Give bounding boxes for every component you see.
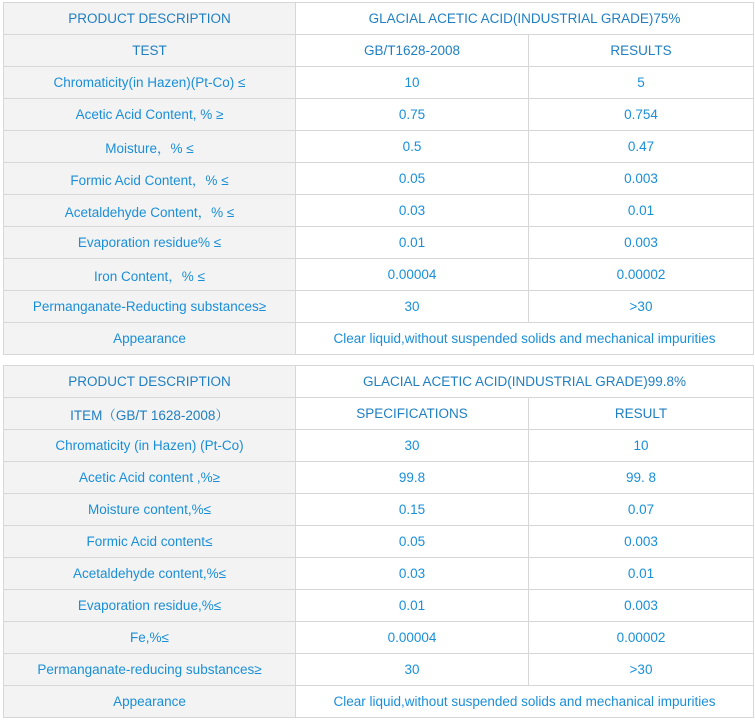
column-standard: GB/T1628-2008 — [296, 35, 529, 67]
row-label: Moisture，% ≤ — [4, 131, 296, 163]
column-specifications: SPECIFICATIONS — [296, 398, 529, 430]
table-row — [4, 654, 754, 686]
table-row — [4, 494, 754, 526]
table-row — [4, 195, 754, 227]
row-spec: 0.75 — [296, 99, 529, 131]
product-description-value: GLACIAL ACETIC ACID(INDUSTRIAL GRADE)75% — [296, 3, 754, 35]
row-spec: 10 — [296, 67, 529, 99]
table-row — [4, 227, 754, 259]
row-label: Chromaticity(in Hazen)(Pt-Co) ≤ — [4, 67, 296, 99]
table-row — [4, 131, 754, 163]
row-spec: 0.03 — [296, 195, 529, 227]
row-spec: 0.00004 — [296, 259, 529, 291]
row-result: >30 — [529, 654, 754, 686]
row-spec: 0.15 — [296, 494, 529, 526]
product-description-value: GLACIAL ACETIC ACID(INDUSTRIAL GRADE)99.8% — [296, 366, 754, 398]
product-description-label: PRODUCT DESCRIPTION — [4, 366, 296, 398]
appearance-row — [4, 686, 754, 718]
row-spec: 30 — [296, 291, 529, 323]
spec-table-75 — [3, 2, 754, 355]
appearance-label: Appearance — [4, 686, 296, 718]
row-spec: 0.03 — [296, 558, 529, 590]
table-row — [4, 259, 754, 291]
row-label: Permanganate-reducing substances≥ — [4, 654, 296, 686]
table-header-row — [4, 366, 754, 398]
row-spec: 30 — [296, 430, 529, 462]
row-label: Formic Acid content≤ — [4, 526, 296, 558]
row-result: 0.003 — [529, 227, 754, 259]
table-row — [4, 622, 754, 654]
row-spec: 0.01 — [296, 227, 529, 259]
column-item: ITEM（GB/T 1628-2008） — [4, 398, 296, 430]
table-row — [4, 163, 754, 195]
row-spec: 30 — [296, 654, 529, 686]
table-row — [4, 99, 754, 131]
row-label: Permanganate-Reducting substances≥ — [4, 291, 296, 323]
row-label: Iron Content，% ≤ — [4, 259, 296, 291]
table-row — [4, 291, 754, 323]
row-spec: 0.00004 — [296, 622, 529, 654]
row-result: 0.754 — [529, 99, 754, 131]
row-label: Evaporation residue% ≤ — [4, 227, 296, 259]
table-row — [4, 526, 754, 558]
row-label: Acetic Acid Content, % ≥ — [4, 99, 296, 131]
table-header-row — [4, 3, 754, 35]
column-result: RESULT — [529, 398, 754, 430]
appearance-value: Clear liquid,without suspended solids and mechanical impurities — [296, 323, 754, 355]
row-result: 0.00002 — [529, 259, 754, 291]
column-results: RESULTS — [529, 35, 754, 67]
row-label: Acetaldehyde Content，% ≤ — [4, 195, 296, 227]
table-row — [4, 462, 754, 494]
row-result: 10 — [529, 430, 754, 462]
column-header-row — [4, 35, 754, 67]
appearance-value: Clear liquid,without suspended solids and mechanical impurities — [296, 686, 754, 718]
row-spec: 0.05 — [296, 163, 529, 195]
row-label: Fe,%≤ — [4, 622, 296, 654]
row-result: 0.01 — [529, 195, 754, 227]
row-label: Formic Acid Content，% ≤ — [4, 163, 296, 195]
row-result: 0.01 — [529, 558, 754, 590]
appearance-label: Appearance — [4, 323, 296, 355]
row-result: 5 — [529, 67, 754, 99]
row-label: Acetic Acid content ,%≥ — [4, 462, 296, 494]
table-row — [4, 67, 754, 99]
appearance-row — [4, 323, 754, 355]
table-row — [4, 430, 754, 462]
spec-table-99-8 — [3, 365, 754, 718]
row-result: 0.47 — [529, 131, 754, 163]
row-label: Chromaticity (in Hazen) (Pt-Co) — [4, 430, 296, 462]
column-header-row — [4, 398, 754, 430]
row-spec: 99.8 — [296, 462, 529, 494]
row-spec: 0.05 — [296, 526, 529, 558]
row-result: 0.003 — [529, 590, 754, 622]
row-result: 0.00002 — [529, 622, 754, 654]
row-spec: 0.01 — [296, 590, 529, 622]
column-test: TEST — [4, 35, 296, 67]
product-description-label: PRODUCT DESCRIPTION — [4, 3, 296, 35]
row-label: Evaporation residue,%≤ — [4, 590, 296, 622]
row-spec: 0.5 — [296, 131, 529, 163]
row-result: 0.07 — [529, 494, 754, 526]
row-label: Moisture content,%≤ — [4, 494, 296, 526]
row-label: Acetaldehyde content,%≤ — [4, 558, 296, 590]
row-result: 99. 8 — [529, 462, 754, 494]
table-row — [4, 590, 754, 622]
row-result: 0.003 — [529, 526, 754, 558]
table-row — [4, 558, 754, 590]
row-result: >30 — [529, 291, 754, 323]
row-result: 0.003 — [529, 163, 754, 195]
